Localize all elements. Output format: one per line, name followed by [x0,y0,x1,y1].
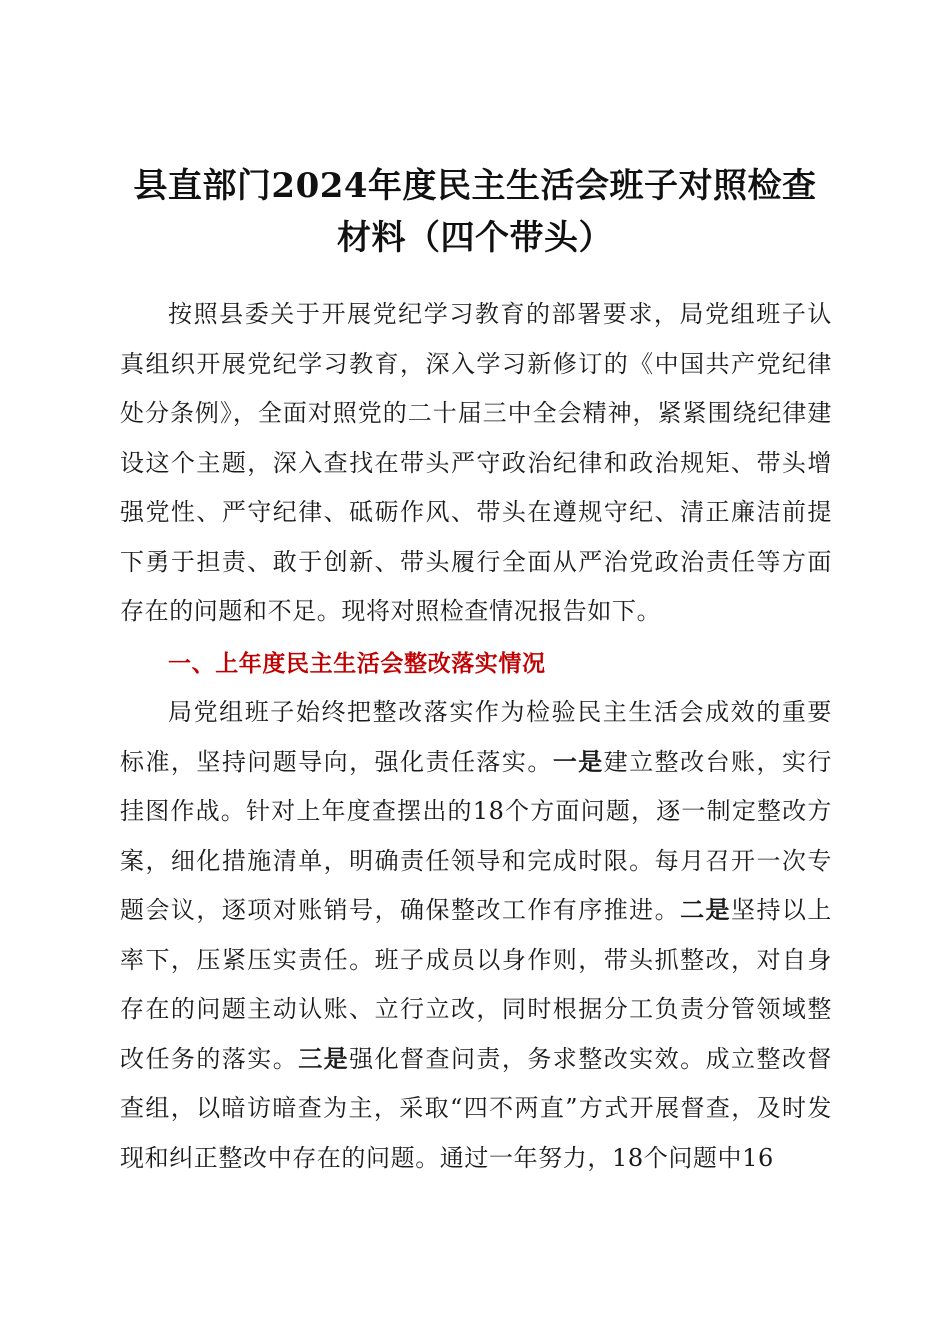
paragraph-text: 建立整改台账，实行挂图作战。针对上年度查摆出的18个方面问题，逐一制定整改方案，细化措施清单，明确责任领导和完成时限。每月召开一次专题会议，逐项对账销号，确保整改工作有序推进。 [120,747,833,924]
section-1-paragraph [120,688,832,1183]
paragraph-text: 坚持以上率下，压紧压实责任。班子成员以身作则，带头抓整改，对自身存在的问题主动认账、立行立改，同时根据分工负责分管领域整改任务的落实。 [120,896,832,1073]
paragraph-text: 强化督查问责，务求整改实效。成立整改督查组，以暗访暗查为主，采取“四不两直”方式开展督查，及时发现和纠正整改中存在的问题。通过一年努力，18个问题中16 [120,1044,832,1172]
lead-phrase-2: 二是 [680,896,732,924]
lead-phrase-1: 一是 [552,747,604,776]
document-title: 县直部门2024年度民主生活会班子对照检查材料（四个带头） [133,166,817,258]
intro-paragraph: 按照县委关于开展党纪学习教育的部署要求，局党组班子认真组织开展党纪学习教育，深入学习新修订的《中国共产党纪律处分条例》，全面对照党的二十届三中全会精神，紧紧围绕纪律建设这个主题，深入查找在带头严守政治纪律和政治规矩、带头增强党性、严守纪律、砥砺作风、带头在遵规守纪、清正廉洁前提下勇于担责、敢于创新、带头履行全面从严治党政治责任等方面存在的问题和不足。现将对照检查情况报告如下。 [120,300,832,625]
section-heading-1: 一、上年度民主生活会整改落实情况 [168,651,546,677]
paragraph-text: 局党组班子始终把整改落实作为检验民主生活会成效的重要标准，坚持问题导向，强化责任落实。 [120,698,832,776]
lead-phrase-3: 三是 [298,1044,350,1073]
